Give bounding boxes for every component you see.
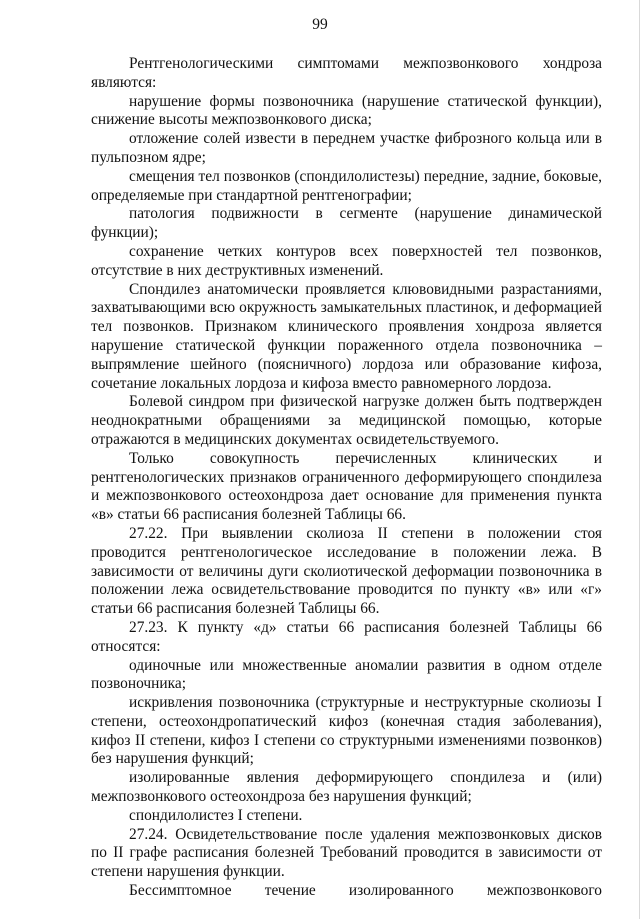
paragraph: отложение солей извести в переднем участке фиброзного кольца или в пульпозном ядре; (91, 130, 602, 166)
paragraph-continued: Бессимптомное течение изолированного межпозвонкового (129, 882, 602, 900)
paragraph: сохранение четких контуров всех поверхностей тел позвонков, отсутствие в них деструктивных изменений. (91, 242, 602, 279)
document-body (91, 55, 602, 901)
paragraph: патология подвижности в сегменте (нарушение динамической функции); (91, 205, 602, 242)
paragraph: 27.24. Освидетельствование после удаления межпозвонковых дисков по II графе расписания болезней Требований проводится в зависимости от степени нарушения функции. (91, 825, 602, 881)
paragraph: изолированные явления деформирующего спондилеза и (или) межпозвонкового остеохондроза без нарушения функций; (91, 769, 602, 806)
page-number: 99 (312, 16, 328, 33)
paragraph: одиночные или множественные аномалии развития в одном отделе позвоночника; (91, 656, 602, 693)
paragraph: 27.23. К пункту «д» статьи 66 расписания болезней Таблицы 66 относятся: (91, 618, 602, 655)
paragraph: Рентгенологическими симптомами межпозвонкового хондроза являются: (91, 55, 602, 91)
paragraph: Спондилез анатомически проявляется клювовидными разрастаниями, захватывающими всю окружность замыкательных пластинок, и деформацией тел позвонков. Признаком клинического проявления хондроза является нарушение статической функции пораженного отдела позвоночника – выпрямление шейного (поясничного) лордоза или образование кифоза, сочетание локальных лордоза и кифоза вместо равномерного лордоза. (91, 280, 602, 392)
paragraph: 27.22. При выявлении сколиоза II степени в положении стоя проводится рентгенологическое исследование в положении лежа. В зависимости от величины дуги сколиотической деформации позвоночника в положении лежа освидетельствование проводится по пункту «в» или «г» статьи 66 расписания болезней Таблицы 66. (91, 524, 602, 618)
paragraph: Только совокупность перечисленных клинических и рентгенологических признаков ограниченного деформирующего спондилеза и межпозвонкового остеохондроза дает основание для применения пункта «в» статьи 66 расписания болезней Таблицы 66. (91, 449, 602, 524)
paragraph: Болевой синдром при физической нагрузке должен быть подтвержден неоднократными обращениями за медицинской помощью, которые отражаются в медицинских документах освидетельствуемого. (91, 393, 602, 448)
paragraph: нарушение формы позвоночника (нарушение статической функции), снижение высоты межпозвонкового диска; (91, 92, 602, 129)
paragraph: смещения тел позвонков (спондилолистезы) передние, задние, боковые, определяемые при стандартной рентгенографии; (91, 167, 602, 204)
paragraph: искривления позвоночника (структурные и неструктурные сколиозы I степени, остеохондропатический кифоз (конечная стадия заболевания), кифоз II степени, кифоз I степени со структурными изменениями позвонков) без нарушения функций; (91, 694, 602, 768)
paragraph: спондилолистез I степени. (129, 806, 303, 824)
